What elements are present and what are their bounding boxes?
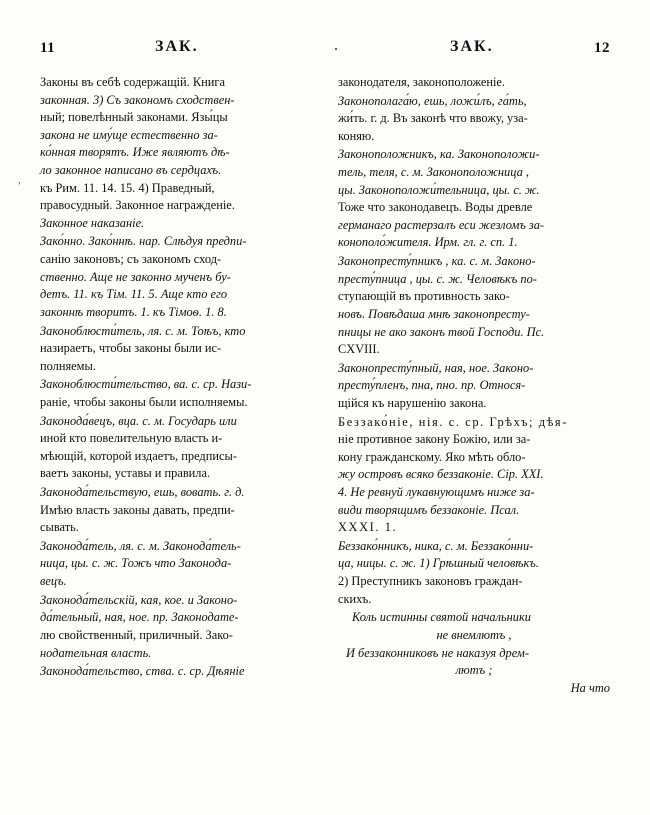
running-head-left: ЗАК.	[155, 38, 199, 55]
ink-dot-mark	[335, 48, 337, 50]
entry-zakonoblyustitelstvo: Законоблюсти́тельство, ва. с. ср. Нази- раніе, чтобы законы были исполняемы.	[40, 377, 252, 409]
folio-number-right: 12	[594, 40, 610, 56]
entry-bezzakonie: Беззако́ніе, нія. с. ср. Грѣхъ; дѣя- ніе противное закону Божію, или за- кону гражданскому. Яко мѣть обло- жу островъ всяко беззаконіе. Сір. XXI. 4. Не ревнуй лукавнующимъ ниже за- види творящимъ беззаконіе. Псал. XXXI. 1.	[338, 414, 568, 535]
verse-quote: Коль истинны святой начальники не внемлютъ , И беззаконниковъ не наказуя дрем- лютъ ; На что	[338, 609, 610, 697]
text-columns	[40, 74, 610, 698]
entry-zakonno: Зако́нно. Зако́ннѣ. нар. Слѣдуя предпи- санію законовъ; съ закономъ сход- ственно. Аще не законно мученъ бу- детъ. 11. къ Тім. 11. 5. Аще кто его законнѣ творитъ. 1. къ Тімоѳ. 1. 8.	[40, 234, 247, 319]
catchword: На что	[570, 680, 610, 695]
entry-zakonodatel: Законода́тель, ля. с. м. Законода́тель- ница, цы. с. ж. Тожъ что Законода- вецъ.	[40, 538, 241, 589]
folio-number-left: 11	[40, 40, 56, 56]
column-left	[40, 74, 312, 698]
margin-tick-mark: ,	[18, 174, 21, 186]
entry-zakonoprestupnik: Законопресту́пникъ , ка. с. м. Законо- престу́пница , цы. с. ж. Человѣкъ по- ступающій въ противность зако- новъ. Повѣдаша мнѣ законопресту- пницы не ако законъ твой Господи. Пс. CXVIII.	[338, 254, 545, 357]
page-header	[40, 34, 610, 68]
entry-zakonopolozhnik: Законоположникъ, ка. Законоположи- тель, теля, с. м. Законоположница , цы. Законоположи́тельница, цы. с. ж. Тоже что законодавецъ. Воды древле германаго растерзалъ еси жезломъ за- конополо́жителя. Ирм. гл. г. сп. 1.	[338, 147, 545, 250]
entry-zakonodavec: Законода́вецъ, вца. с. м. Государь или иной кто повелительную власть и- мѣющій, которой издаетъ, предписы- ваетъ законы, уставы и правила.	[40, 413, 237, 481]
entry-zakonodatelya-cont: законодателя, законоположеніе.	[338, 75, 506, 89]
running-head-right: ЗАК.	[450, 38, 494, 55]
entry-zakonoblyustitel: Законоблюсти́тель, ля. с. м. Тоѣъ, кто назираетъ, чтобы законы были ис- полняемы.	[40, 323, 246, 373]
entry-zakonodatelstvo: Законода́тельство, ства. с. ср. Дѣяніе	[40, 664, 245, 679]
entry-zakonopolagayu: Законополага́ю, ешь, ложи́лъ, га́ть, жи́ть. г. д. Въ законѣ что ввожу, уза- коняю.	[338, 93, 528, 143]
entry-bezzakonnik: Беззако́нникъ, ника, с. м. Беззако́нни- ца, ницы. с. ж. 1) Грѣшный человѣкъ. 2) Преступникъ законовъ граждан- скихъ.	[338, 538, 539, 606]
entry-zakonodatelskiy: Законода́тельскій, кая, кое. и Законо- да́тельный, ная, ное. пр. Законодате- лю свойственный, приличный. Зако- нодательная власть.	[40, 592, 239, 660]
entry-zakonodatelstvuyu: Законода́тельствую, ешь, вовать. г. д. Имѣю власть законы давать, предпи- сывать.	[40, 485, 245, 535]
entry-zakonoprestupnyy: Законопресту́пный, ная, ное. Законо- престу́пленъ, пна, пно. пр. Относя- щійся къ нарушенію закона.	[338, 360, 534, 410]
column-right	[338, 74, 610, 698]
entry-zakony-v-sebe: Законы въ себѣ содержащій. Книга законная. 3) Съ закономъ сходствен- ный; повелѣнный законами. Язы́цы закона не иму́ще естественно за- ко́нная творятъ. Иже являютъ дѣ- ло законное написано въ сердцахъ. къ Рим. 11. 14. 15. 4) Праведный, правосудный. Законное награжденіе. Законное наказаніе.	[40, 75, 235, 230]
